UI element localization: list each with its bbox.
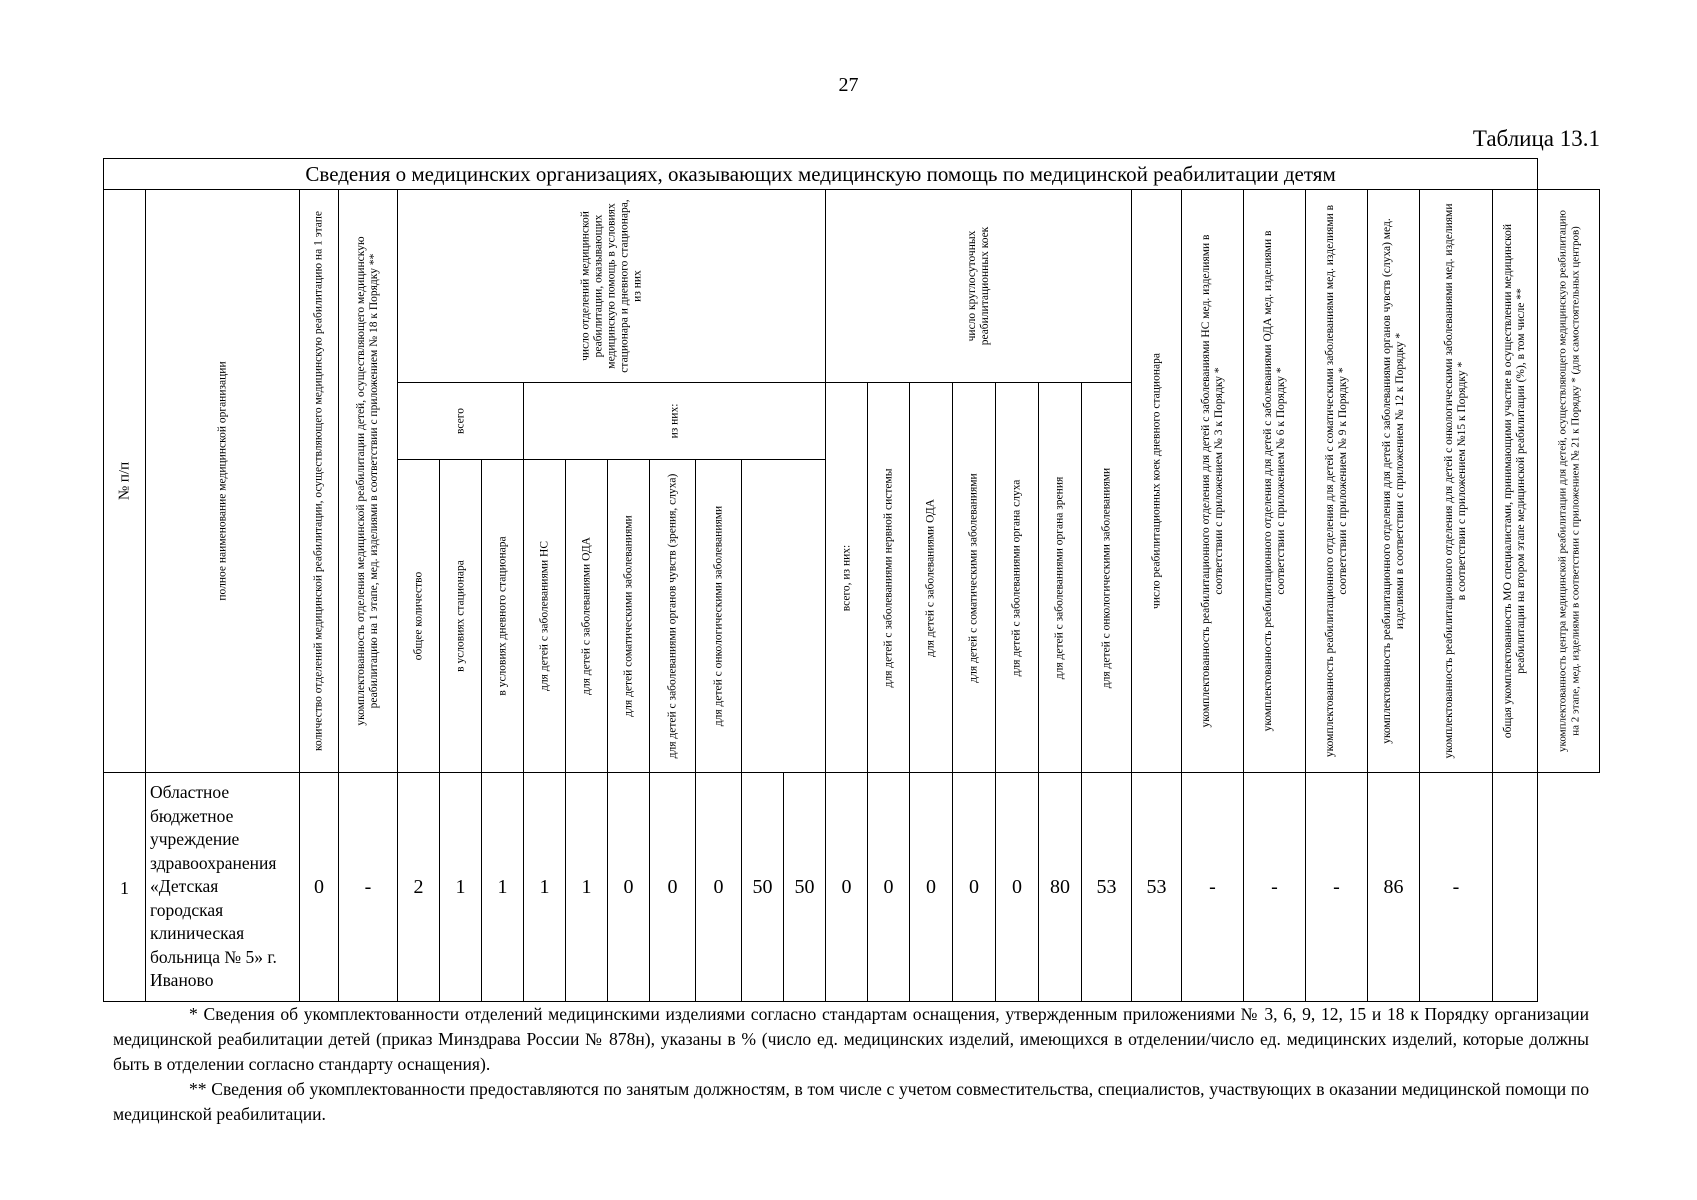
header-dept-somatic-text: для детей соматическими заболеваниями <box>622 515 634 717</box>
header-beds-total <box>826 383 868 773</box>
value-dept-stage1: 0 <box>300 773 339 1002</box>
header-group-departments-text: число отделений медицинской реабилитации, оказывающих медицинскую помощь в условиях стационара и дневного стационара, из них <box>579 199 643 373</box>
header-beds-vision <box>1039 383 1082 773</box>
header-beds-total-text: всего, из них: <box>840 544 852 611</box>
value-equip-center: - <box>1420 773 1493 1002</box>
footnote-equipment: * Сведения об укомплектованности отделений медицинскими изделиями согласно стандартам оснащения, утвержденным приложениями № 3, 6, 9, 12, 15 и 18 к Порядку организации медицинской реабилитации детей (приказ Минздрава России № 878н), указаны в % (число ед. медицинских изделий, имеющихся в отделении/число ед. медицинских изделий, которые должны быть в отделении согласно стандарту оснащения). <box>113 1004 1589 1074</box>
header-group-departments <box>398 189 826 382</box>
table-title: Сведения о медицинских организациях, оказывающих медицинскую помощь по медицинской реабилитации детям <box>104 159 1538 190</box>
header-subgroup-of-them <box>524 383 826 460</box>
value-beds-oda: 0 <box>826 773 868 1002</box>
table-label: Таблица 13.1 <box>1472 126 1600 151</box>
value-dept-oda: 1 <box>566 773 608 1002</box>
header-equip-onco-text: укомплектованность реабилитационного отделения для детей с онкологическими заболеваниями мед. изделиями в соответствии с приложением №15 к Порядку * <box>1443 203 1468 759</box>
header-total-count-text: общее количество <box>412 571 424 661</box>
value-equip-senses: - <box>1244 773 1306 1002</box>
header-beds-somatic <box>953 383 996 773</box>
header-equip-senses <box>1368 189 1420 772</box>
page-number: 27 <box>838 74 859 96</box>
header-day-hospital <box>482 460 524 773</box>
header-subgroup-total-text: всего <box>454 408 466 435</box>
header-dept-onco-text: для детей с онкологическими заболеваниями <box>712 505 724 727</box>
value-beds-total: 50 <box>742 773 784 1002</box>
header-dept-senses-text: для детей с заболеваниями органов чувств (зрения, слуха) <box>666 473 678 759</box>
table-row <box>104 773 1600 1002</box>
value-beds-hearing: 0 <box>910 773 953 1002</box>
value-equip-stage1: - <box>339 773 398 1002</box>
org-name: Областное бюджетное учреждение здравоохранения «Детская городская клиническая больница № 5» г. Иваново <box>146 773 300 1002</box>
header-equip-stage1 <box>339 189 398 772</box>
value-equip-oda: 53 <box>1132 773 1182 1002</box>
value-dept-ns: 1 <box>524 773 566 1002</box>
value-beds-nervous: 50 <box>784 773 826 1002</box>
header-group-beds <box>826 189 1132 382</box>
header-inpatient-text: в условиях стационара <box>454 560 466 673</box>
header-dept-ns <box>524 460 566 773</box>
header-dept-oda-text: для детей с заболеваниями ОДА <box>580 537 592 696</box>
header-equip-center <box>1538 189 1600 772</box>
header-num-text: № п/п <box>116 461 132 501</box>
value-day-hospital: 1 <box>482 773 524 1002</box>
value-dept-senses: 0 <box>650 773 696 1002</box>
header-beds-oda <box>910 383 953 773</box>
header-equip-ns-text: укомплектованность реабилитационного отделения для детей с заболеваниями НС мед. изделиями в соответствии с приложением № 3 к Порядку * <box>1199 234 1225 728</box>
rehabilitation-table <box>103 158 1600 1002</box>
header-org <box>146 189 300 772</box>
header-dept-oda <box>566 460 608 773</box>
header-equip-somatic <box>1306 189 1368 772</box>
header-total-count <box>398 460 440 773</box>
header-beds-hearing <box>996 383 1039 773</box>
value-equip-onco: - <box>1306 773 1368 1002</box>
value-empty <box>1493 773 1538 1002</box>
value-inpatient: 1 <box>440 773 482 1002</box>
header-equip-center-text: укомплектованность центра медицинской реабилитации для детей, осуществляющего медицинскую реабилитацию на 2 этапе, мед. изделиями в соответствии с приложением № 21 к Порядку * (для самостоятельных центров) <box>1556 209 1581 752</box>
header-equip-somatic-text: укомплектованность реабилитационного отделения для детей с соматическими заболеваниями мед. изделиями в соответствии с приложением № 9 к Порядку * <box>1323 204 1349 757</box>
value-dept-somatic: 0 <box>608 773 650 1002</box>
header-beds-somatic-text: для детей с соматическими заболеваниями <box>967 472 980 683</box>
header-dept-ns-text: для детей с заболеваниями НС <box>538 541 550 692</box>
header-group-beds-text: число круглосуточных реабилитационных коек <box>965 226 991 346</box>
header-beds-nervous-text: для детей с заболеваниями нервной системы <box>882 468 894 688</box>
footnote-staffing: ** Сведения об укомплектованности предоставляются по занятым должностям, в том числе с учетом совместительства, специалистов, участвующих в оказании медицинской помощи по медицинской реабилитации. <box>113 1079 1589 1124</box>
header-equip-oda-text: укомплектованность реабилитационного отделения для детей с заболеваниями ОДА мед. изделиями в соответствии с приложением № 6 к Порядку * <box>1261 230 1287 732</box>
value-dept-onco: 0 <box>696 773 742 1002</box>
header-staffing-text: общая укомплектованность МО специалистами, принимающими участие в осуществлении медицинской реабилитации на втором этапе медицинской реабилитации (%), в том числе ** <box>1502 223 1528 738</box>
header-equip-stage1-text: укомплектованность отделения медицинской реабилитации детей, осуществляющего медицинскую реабилитацию на 1 этапе, мед. изделиями в соответствии с приложением № 18 к Порядку ** <box>355 236 380 726</box>
value-total-count: 2 <box>398 773 440 1002</box>
value-beds-vision: 0 <box>953 773 996 1002</box>
header-dept-onco <box>696 460 742 773</box>
value-beds-onco: 0 <box>996 773 1039 1002</box>
header-beds-hearing-text: для детей с заболеваниями органа слуха <box>1010 479 1023 677</box>
header-equip-senses-text: укомплектованность реабилитационного отделения для детей с заболеваниями органов чувств (слуха) мед. изделиями в соответствии с приложением № 12 к Порядку * <box>1380 218 1406 744</box>
header-subgroup-total <box>398 383 524 460</box>
row-number: 1 <box>104 773 146 1002</box>
value-day-beds: 80 <box>1039 773 1082 1002</box>
header-inpatient <box>440 460 482 773</box>
header-beds-vision-text: для детей с заболеваниями органа зрения <box>1053 476 1066 679</box>
value-equip-somatic: - <box>1182 773 1244 1002</box>
header-beds-onco <box>1082 383 1132 773</box>
value-beds-somatic: 0 <box>868 773 910 1002</box>
header-dept-senses <box>650 460 696 773</box>
header-org-text: полное наименование медицинской организации <box>216 361 228 601</box>
header-beds-onco-text: для детей с онкологическими заболеваниями <box>1100 467 1112 688</box>
footnotes <box>113 1002 1589 1127</box>
header-num <box>104 189 146 772</box>
value-staffing: 86 <box>1368 773 1420 1002</box>
header-dept-somatic <box>608 460 650 773</box>
value-equip-ns: 53 <box>1082 773 1132 1002</box>
header-beds-oda-text: для детей с заболеваниями ОДА <box>924 498 937 657</box>
header-dept-stage1 <box>300 189 339 772</box>
header-beds-nervous <box>868 383 910 773</box>
header-equip-ns <box>1182 189 1244 772</box>
header-staffing <box>1493 189 1538 772</box>
header-day-beds <box>1132 189 1182 772</box>
header-equip-onco <box>1420 189 1493 772</box>
header-subgroup-of-them-text: из них: <box>668 403 680 439</box>
header-day-beds-text: число реабилитационных коек дневного стационара <box>1150 352 1162 609</box>
header-day-hospital-text: в условиях дневного стационара <box>496 536 508 696</box>
header-equip-oda <box>1244 189 1306 772</box>
header-dept-stage1-text: количество отделений медицинской реабилитации, осуществляющего медицинскую реабилитацию на 1 этапе <box>312 210 325 751</box>
